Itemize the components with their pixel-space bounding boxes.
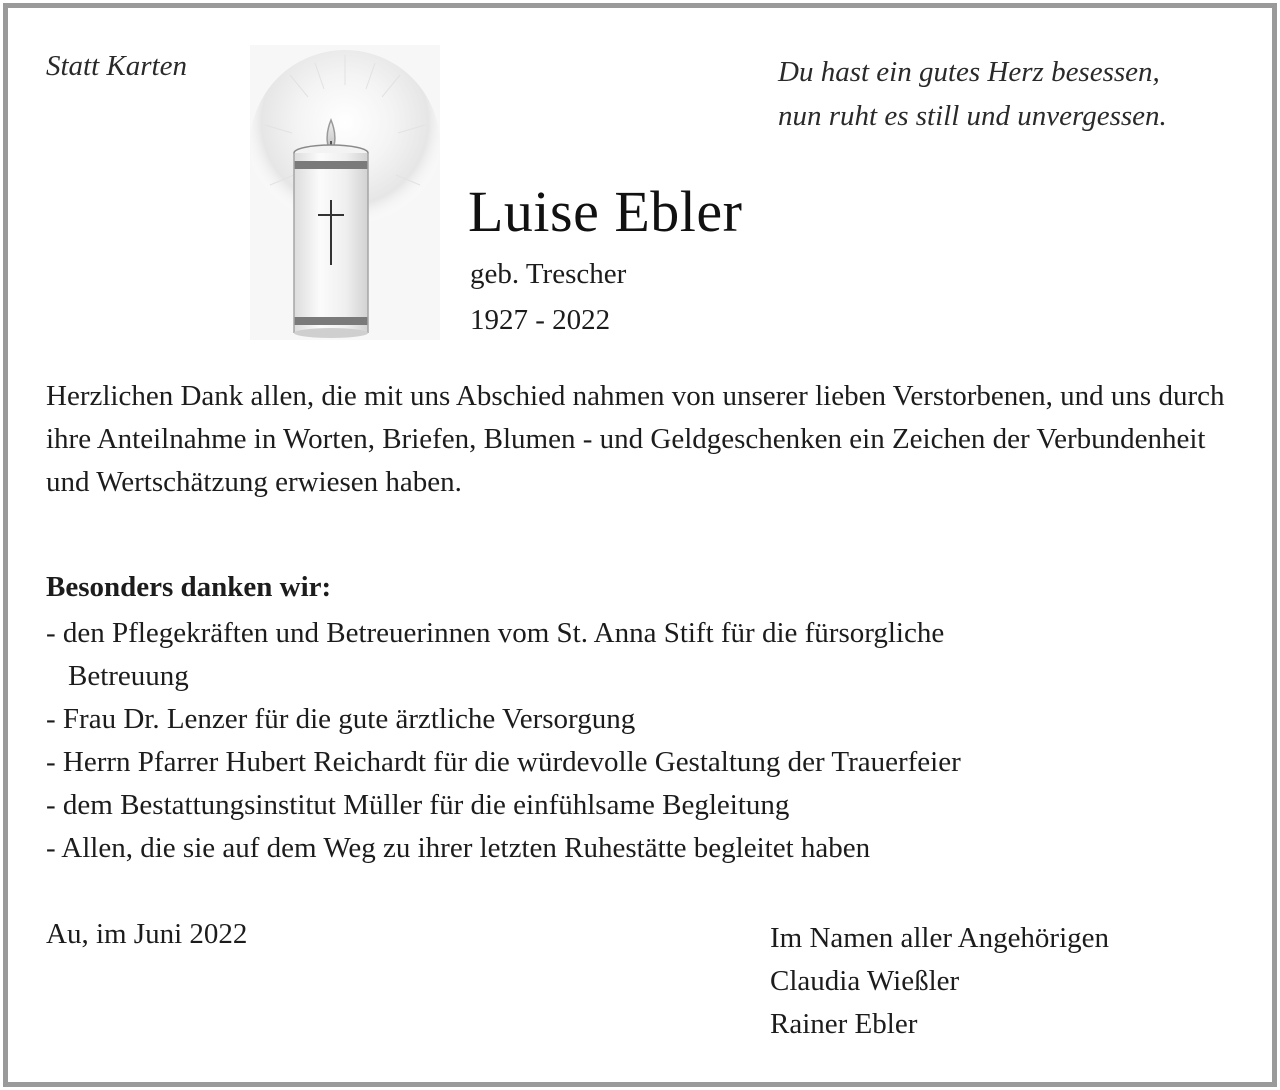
signatory-name: Claudia Wießler [770,965,960,997]
list-item: - Frau Dr. Lenzer für die gute ärztliche Versorgung [46,703,636,735]
list-item: - Allen, die sie auf dem Weg zu ihrer letzten Ruhestätte begleitet haben [46,832,871,864]
place-date: Au, im Juni 2022 [46,918,248,950]
list-item: - dem Bestattungsinstitut Müller für die einfühlsame Begleitung [46,789,790,821]
signatory-name: Rainer Ebler [770,1008,918,1040]
verse-line-2: nun ruht es still und unvergessen. [778,100,1167,132]
list-item: - Herrn Pfarrer Hubert Reichardt für die würdevolle Gestaltung der Trauerfeier [46,746,961,778]
special-thanks-list [46,612,1246,870]
special-thanks-heading: Besonders danken wir: [46,571,332,603]
list-item: - den Pflegekräften und Betreuerinnen vom St. Anna Stift für die fürsorgliche [46,617,945,649]
thanks-paragraph: Herzlichen Dank allen, die mit uns Abschied nahmen von unserer lieben Verstorbenen, und uns durch ihre Anteilnahme in Worten, Briefen, Blumen - und Geldgeschenken ein Zeichen der Verbundenheit und Wertschätzung erwiesen haben. [46,380,1225,498]
signature-block [770,917,1109,1046]
candle-with-cross-icon [250,45,440,340]
list-item-continuation: Betreuung [68,660,189,692]
deceased-name: Luise Ebler [468,179,743,244]
signature-intro: Im Namen aller Angehörigen [770,922,1110,954]
birth-name: geb. Trescher [470,258,627,290]
life-years: 1927 - 2022 [470,304,611,336]
verse-line-1: Du hast ein gutes Herz besessen, [778,56,1160,88]
memorial-verse [778,50,1167,138]
statt-karten-label: Statt Karten [46,50,187,82]
